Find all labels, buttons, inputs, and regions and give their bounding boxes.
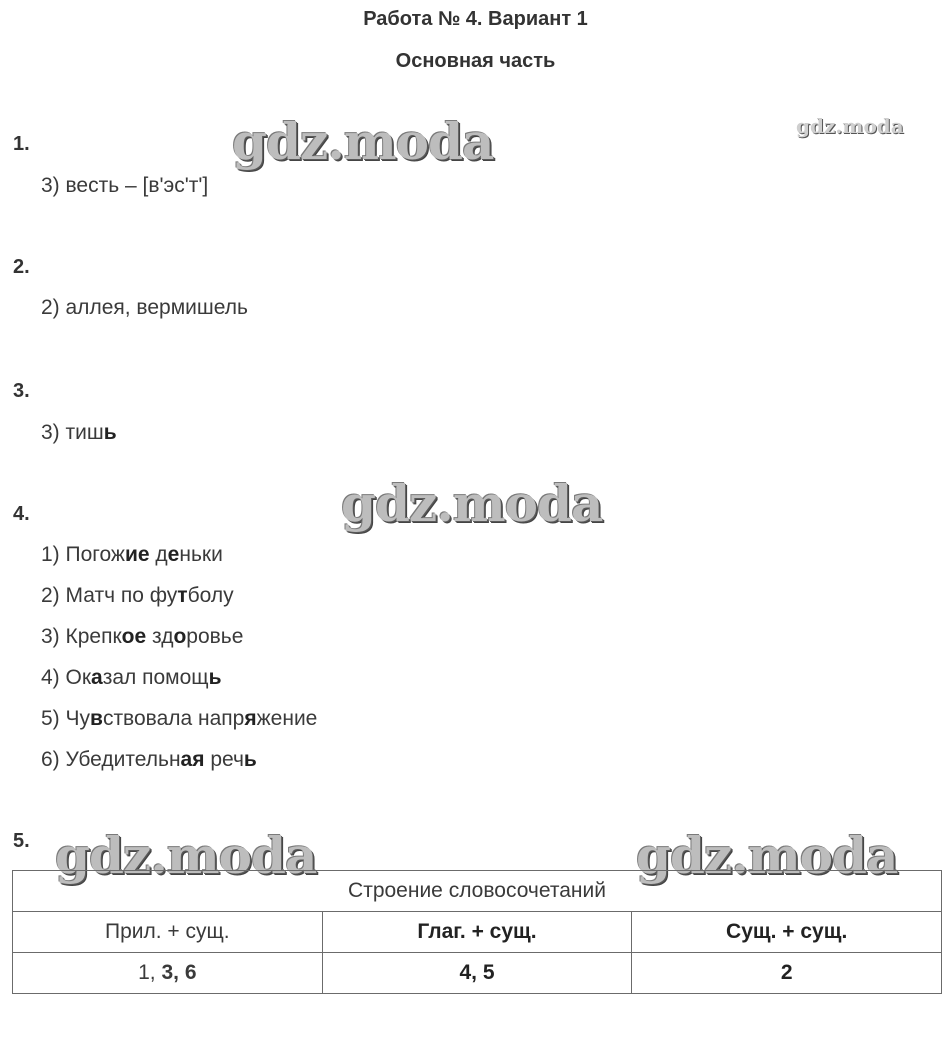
table-cell: 4, 5 — [322, 953, 632, 994]
watermark-logo: gdz.moda — [341, 474, 603, 533]
task-answer: 2) аллея, вермишель — [41, 296, 248, 319]
task-number: 4. — [13, 503, 30, 525]
table-cell: 2 — [632, 953, 942, 994]
table-caption: Строение словосочетаний — [13, 871, 942, 912]
table-header: Глаг. + сущ. — [322, 912, 632, 953]
list-item: 6) Убедительная речь — [41, 748, 257, 771]
list-item: 1) Погожие деньки — [41, 543, 223, 566]
watermark-logo: gdz.moda — [232, 112, 494, 171]
task-number: 2. — [13, 256, 30, 278]
table-header: Сущ. + сущ. — [632, 912, 942, 953]
task-number: 3. — [13, 380, 30, 402]
task-number: 5. — [13, 830, 30, 852]
task-number: 1. — [13, 133, 30, 155]
section-subtitle: Основная часть — [395, 50, 556, 72]
answer-text: 3) тиш — [41, 421, 104, 444]
task-answer — [41, 421, 117, 445]
list-item: 2) Матч по футболу — [41, 584, 234, 607]
table-cell: 1, 3, 6 — [13, 953, 323, 994]
list-item: 5) Чувствовала напряжение — [41, 707, 318, 730]
watermark-logo: gdz.moda — [636, 826, 898, 885]
list-item: 4) Оказал помощь — [41, 666, 222, 689]
table-header: Прил. + сущ. — [13, 912, 323, 953]
watermark-logo: gdz.moda — [55, 826, 317, 885]
watermark-logo-small: gdz.moda — [796, 114, 904, 138]
task-answer: 3) весть – [в'эс'т'] — [41, 174, 209, 197]
table-row — [13, 953, 942, 994]
structure-table — [12, 870, 942, 994]
page-title: Работа № 4. Вариант 1 — [363, 8, 588, 30]
answer-highlight: ь — [103, 421, 117, 444]
list-item: 3) Крепкое здоровье — [41, 625, 244, 648]
